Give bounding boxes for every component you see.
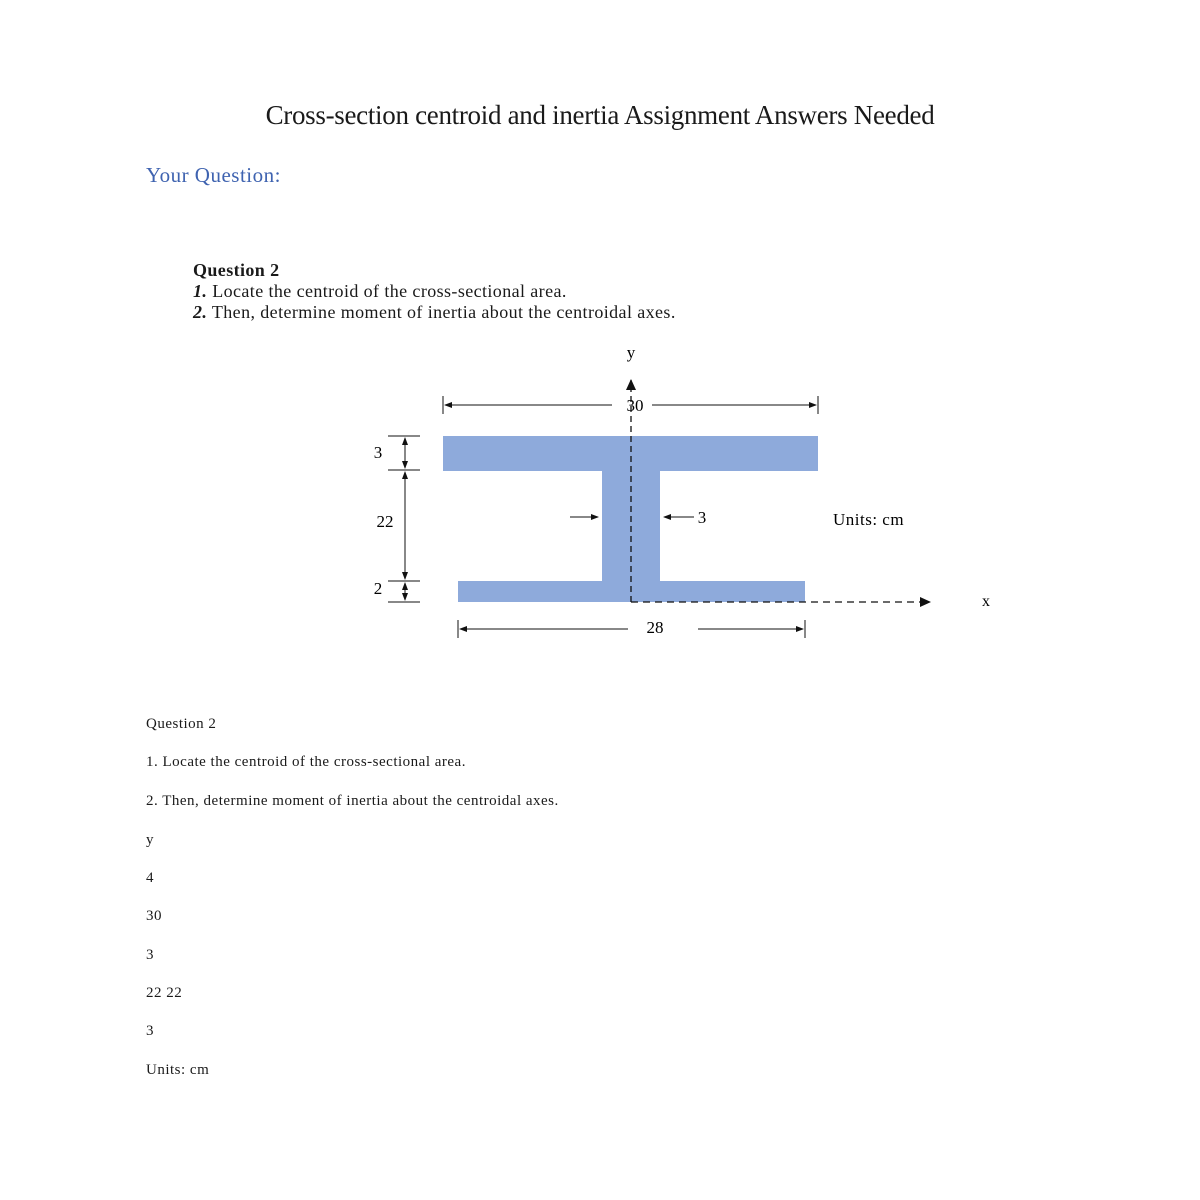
page-title: Cross-section centroid and inertia Assignment Answers Needed [265, 100, 935, 130]
units-label: Units: cm [833, 510, 905, 529]
extracted-heading: Question 2 [146, 716, 217, 732]
extracted-line: 4 [146, 870, 154, 886]
item-1-number: 1. [193, 281, 208, 301]
extracted-item-2: 2. Then, determine moment of inertia about the centroidal axes. [146, 793, 559, 809]
dim-bottom-thickness-label: 2 [373, 579, 383, 598]
y-axis-label: y [626, 343, 636, 362]
extracted-line: 22 22 [146, 985, 183, 1001]
item-1-text: Locate the centroid of the cross-sectional area. [212, 281, 567, 301]
extracted-line: 3 [146, 1023, 154, 1039]
your-question-label: Your Question: [146, 163, 281, 187]
dim-web-thickness-label: 3 [697, 508, 707, 527]
extracted-line: 30 [146, 908, 162, 924]
dim-top-width-label: 30 [626, 396, 644, 415]
item-2-text: Then, determine moment of inertia about the centroidal axes. [211, 302, 676, 322]
dim-bottom-width-label: 28 [646, 618, 664, 637]
extracted-line: y [146, 832, 154, 848]
question-heading: Question 2 [193, 260, 280, 280]
extracted-item-1: 1. Locate the centroid of the cross-sectional area. [146, 754, 466, 770]
x-axis-label: x [982, 593, 990, 610]
item-2-number: 2. [193, 302, 208, 322]
dim-web-height-label: 22 [376, 512, 394, 531]
extracted-line: 3 [146, 947, 154, 963]
extracted-line: Units: cm [146, 1062, 210, 1078]
dim-top-thickness-label: 3 [373, 443, 383, 462]
